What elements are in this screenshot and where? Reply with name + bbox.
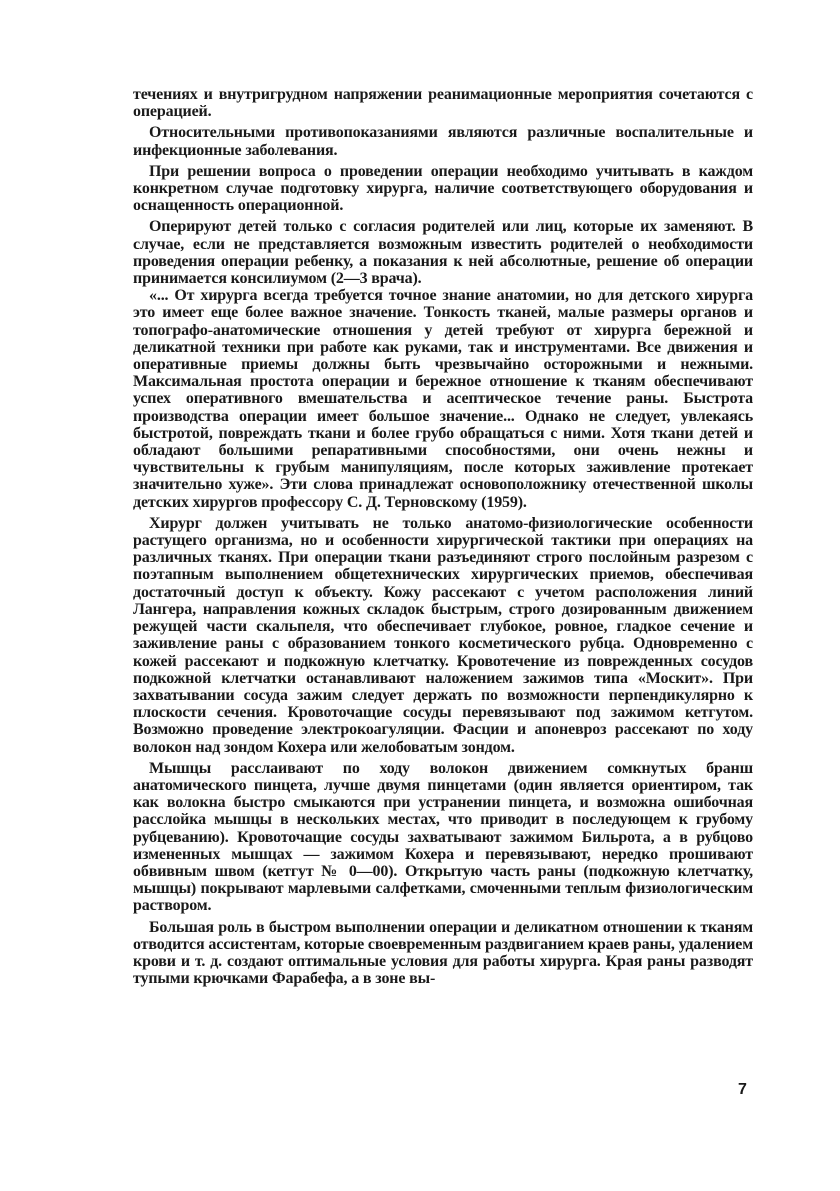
paragraph-2: Относительными противопоказаниями являются различные воспалительные и инфекционные заболевания. bbox=[133, 124, 753, 159]
body-text bbox=[133, 86, 753, 987]
paragraph-6: Хирург должен учитывать не только анатомо-физиологические особенности растущего организма, но и особенности хирургической тактики при операциях на различных тканях. При операции ткани разъединяют строго послойным разрезом с поэтапным выполнением общетехнических хирургических приемов, обеспечивая достаточный доступ к объекту. Кожу рассекают с учетом расположения линий Лангера, направления кожных складок быстрым, строго дозированным движением режущей части скальпеля, что обеспечивает глубокое, ровное, гладкое сечение и заживление раны с образованием тонкого косметического рубца. Одновременно с кожей рассекают и подкожную клетчатку. Кровотечение из поврежденных сосудов подкожной клетчатки останавливают наложением зажимов типа «Москит». При захватывании сосуда зажим следует держать по возможности перпендикулярно к плоскости сечения. Кровоточащие сосуды перевязывают под зажимом кетгутом. Возможно проведение электрокоагуляции. Фасции и апоневроз рассекают по ходу волокон над зондом Кохера или желобоватым зондом. bbox=[133, 514, 753, 756]
paragraph-3: При решении вопроса о проведении операции необходимо учитывать в каждом конкретном случае подготовку хирурга, наличие соответствующего оборудования и оснащенность операционной. bbox=[133, 162, 753, 215]
paragraph-5: «... От хирурга всегда требуется точное знание анатомии, но для детского хирурга это имеет еще более важное значение. Тонкость тканей, малые размеры органов и топографо-анатомические отношения у детей требуют от хирурга бережной и деликатной техники при работе как руками, так и инструментами. Все движения и оперативные приемы должны быть чрезвычайно осторожными и нежными. Максимальная простота операции и бережное отношение к тканям обеспечивают успех оперативного вмешательства и асептическое течение раны. Быстрота производства операции имеет большое значение... Однако не следует, увлекаясь быстротой, повреждать ткани и более грубо обращаться с ними. Хотя ткани детей и обладают большими репаративными способностями, они очень нежны и чувствительны к грубым манипуляциям, после которых заживление протекает значительно хуже». Эти слова принадлежат основоположнику отечественной школы детских хирургов профессору С. Д. Терновскому (1959). bbox=[133, 287, 753, 511]
page-number: 7 bbox=[738, 1081, 747, 1098]
paragraph-1: течениях и внутригрудном напряжении реанимационные мероприятия сочетаются с операцией. bbox=[133, 86, 753, 121]
paragraph-7: Мышцы расслаивают по ходу волокон движением сомкнутых бранш анатомического пинцета, лучше двумя пинцетами (один является ориентиром, так как волокна быстро смыкаются при устранении пинцета, и возможна ошибочная расслойка мышцы в нескольких местах, что приводит в последующем к грубому рубцеванию). Кровоточащие сосуды захватывают зажимом Бильрота, а в рубцово измененных мышцах — зажимом Кохера и перевязывают, нередко прошивают обвивным швом (кетгут № 0—00). Открытую часть раны (подкожную клетчатку, мышцы) покрывают марлевыми салфетками, смоченными теплым физиологическим раствором. bbox=[133, 759, 753, 915]
paragraph-4: Оперируют детей только с согласия родителей или лиц, которые их заменяют. В случае, если не представляется возможным известить родителей о необходимости проведения операции ребенку, а показания к ней абсолютные, решение об операции принимается консилиумом (2—3 врача). bbox=[133, 218, 753, 288]
paragraph-8: Большая роль в быстром выполнении операции и деликатном отношении к тканям отводится ассистентам, которые своевременным раздвиганием краев раны, удалением крови и т. д. создают оптимальные условия для работы хирурга. Края раны разводят тупыми крючками Фарабефа, а в зоне вы- bbox=[133, 918, 753, 988]
